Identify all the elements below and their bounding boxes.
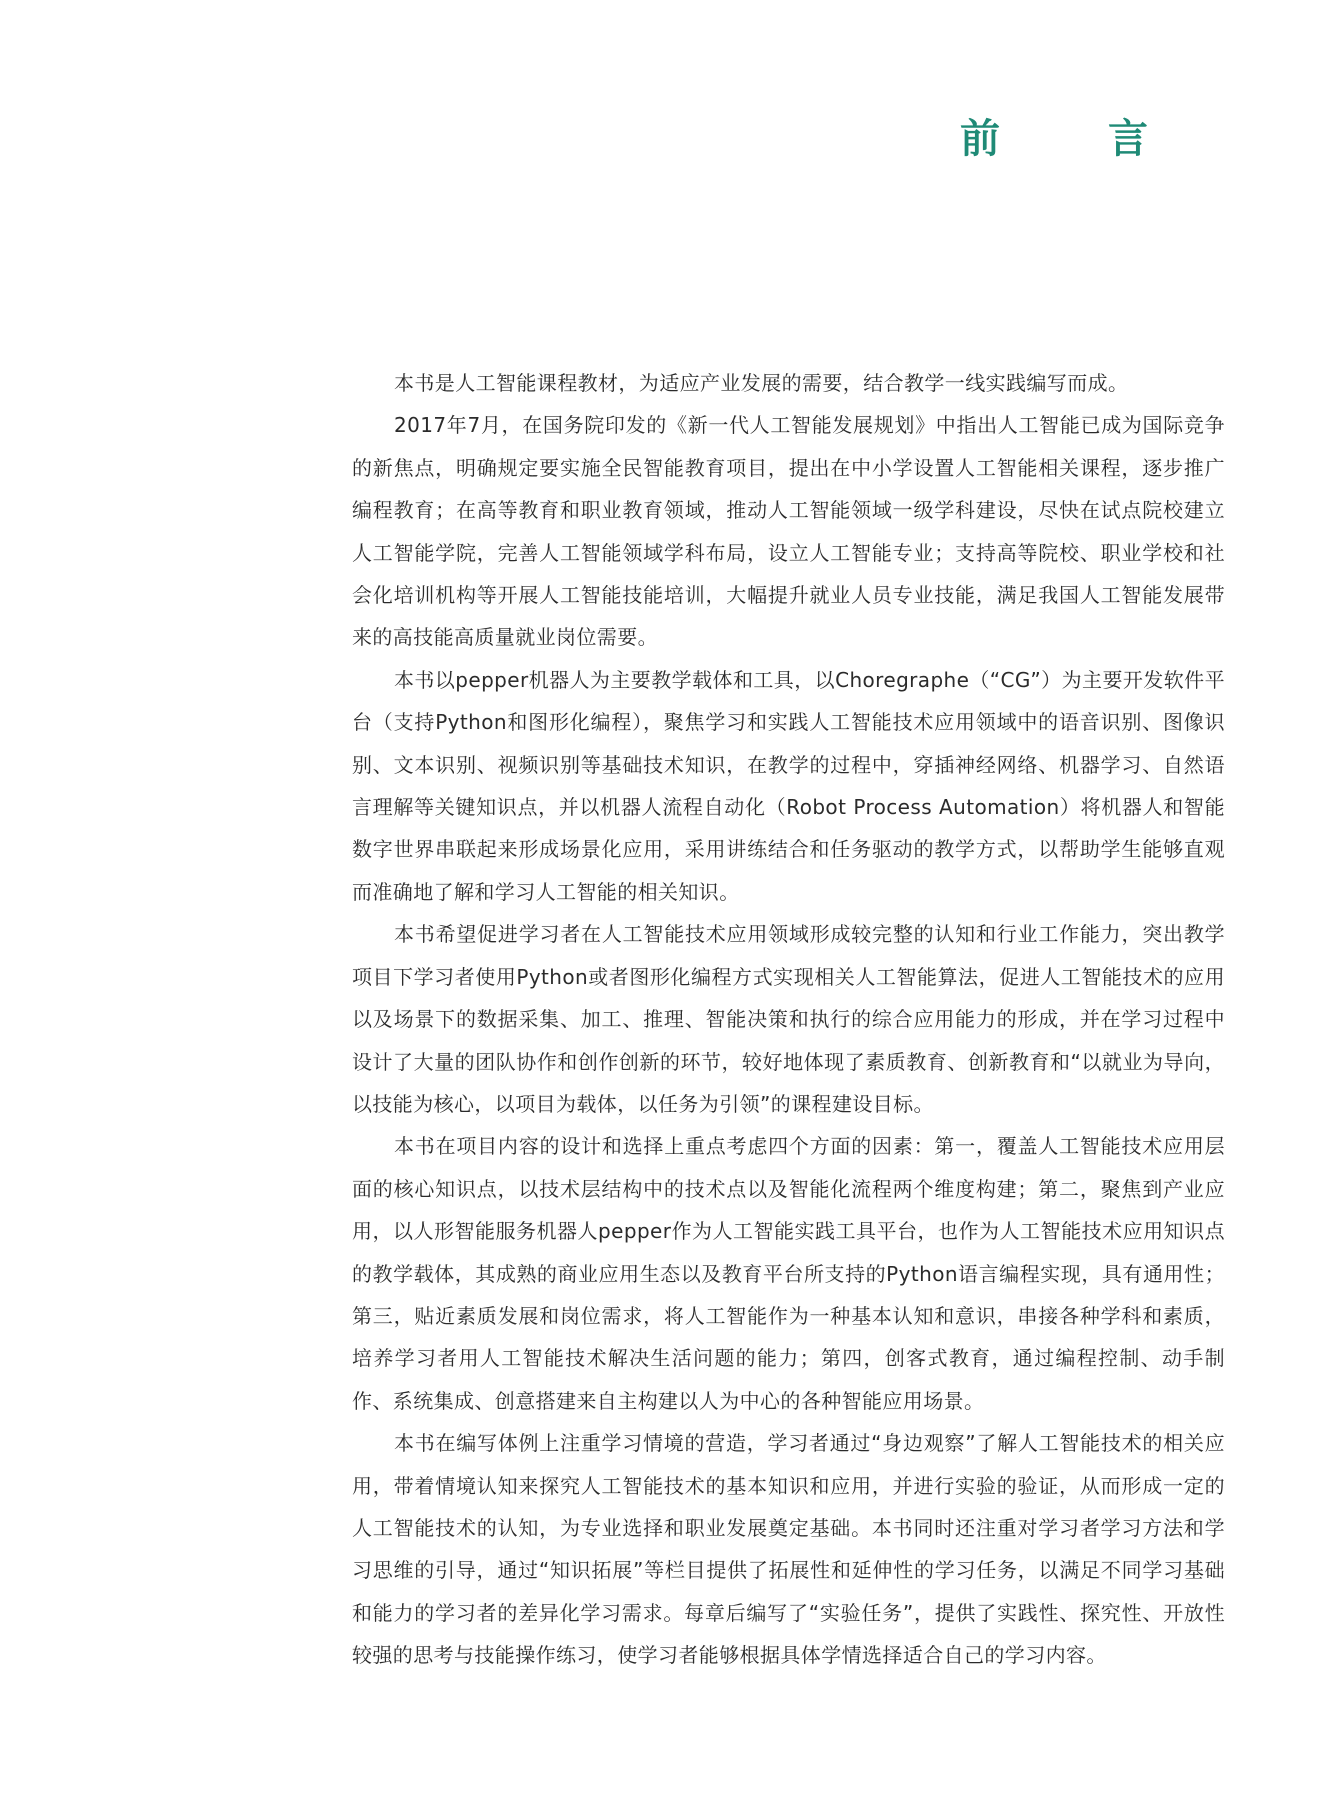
- paragraph-3: 本书以pepper机器人为主要教学载体和工具，以Choregraphe（“CG”）为主要开发软件平台（支持Python和图形化编程），聚焦学习和实践人工智能技术应用领域中的语音识别、图像识别、文本识别、视频识别等基础技术知识，在教学的过程中，穿插神经网络、机器学习、自然语言理解等关键知识点，并以机器人流程自动化（Robot Process Automation）将机器人和智能数字世界串联起来形成场景化应用，采用讲练结合和任务驱动的教学方式，以帮助学生能够直观而准确地了解和学习人工智能的相关知识。: [352, 667, 1225, 904]
- page-title: [960, 112, 1148, 166]
- paragraph-5: 本书在项目内容的设计和选择上重点考虑四个方面的因素：第一，覆盖人工智能技术应用层面的核心知识点，以技术层结构中的技术点以及智能化流程两个维度构建；第二，聚焦到产业应用，以人形智能服务机器人pepper作为人工智能实践工具平台，也作为人工智能技术应用知识点的教学载体，其成熟的商业应用生态以及教育平台所支持的Python语言编程实现，具有通用性；第三，贴近素质发展和岗位需求，将人工智能作为一种基本认知和意识，串接各种学科和素质，培养学习者用人工智能技术解决生活问题的能力；第四，创客式教育，通过编程控制、动手制作、系统集成、创意搭建来自主构建以人为中心的各种智能应用场景。: [352, 1134, 1225, 1413]
- page-title-char-2: 言: [1108, 115, 1148, 162]
- paragraph-4: 本书希望促进学习者在人工智能技术应用领域形成较完整的认知和行业工作能力，突出教学项目下学习者使用Python或者图形化编程方式实现相关人工智能算法，促进人工智能技术的应用以及场景下的数据采集、加工、推理、智能决策和执行的综合应用能力的形成，并在学习过程中设计了大量的团队协作和创作创新的环节，较好地体现了素质教育、创新教育和“以就业为导向，以技能为核心，以项目为载体，以任务为引领”的课程建设目标。: [352, 922, 1225, 1116]
- preface-body: [352, 362, 1225, 1677]
- paragraph-6: 本书在编写体例上注重学习情境的营造，学习者通过“身边观察”了解人工智能技术的相关应用，带着情境认知来探究人工智能技术的基本知识和应用，并进行实验的验证，从而形成一定的人工智能技术的认知，为专业选择和职业发展奠定基础。本书同时还注重对学习者学习方法和学习思维的引导，通过“知识拓展”等栏目提供了拓展性和延伸性的学习任务，以满足不同学习基础和能力的学习者的差异化学习需求。每章后编写了“实验任务”，提供了实践性、探究性、开放性较强的思考与技能操作练习，使学习者能够根据具体学情选择适合自己的学习内容。: [352, 1431, 1225, 1668]
- page-title-char-1: 前: [960, 115, 1000, 162]
- paragraph-1: 本书是人工智能课程教材，为适应产业发展的需要，结合教学一线实践编写而成。: [394, 371, 1129, 395]
- paragraph-2: 2017年7月，在国务院印发的《新一代人工智能发展规划》中指出人工智能已成为国际竞争的新焦点，明确规定要实施全民智能教育项目，提出在中小学设置人工智能相关课程，逐步推广编程教育；在高等教育和职业教育领域，推动人工智能领域一级学科建设，尽快在试点院校建立人工智能学院，完善人工智能领域学科布局，设立人工智能专业；支持高等院校、职业学校和社会化培训机构等开展人工智能技能培训，大幅提升就业人员专业技能，满足我国人工智能发展带来的高技能高质量就业岗位需要。: [352, 413, 1225, 650]
